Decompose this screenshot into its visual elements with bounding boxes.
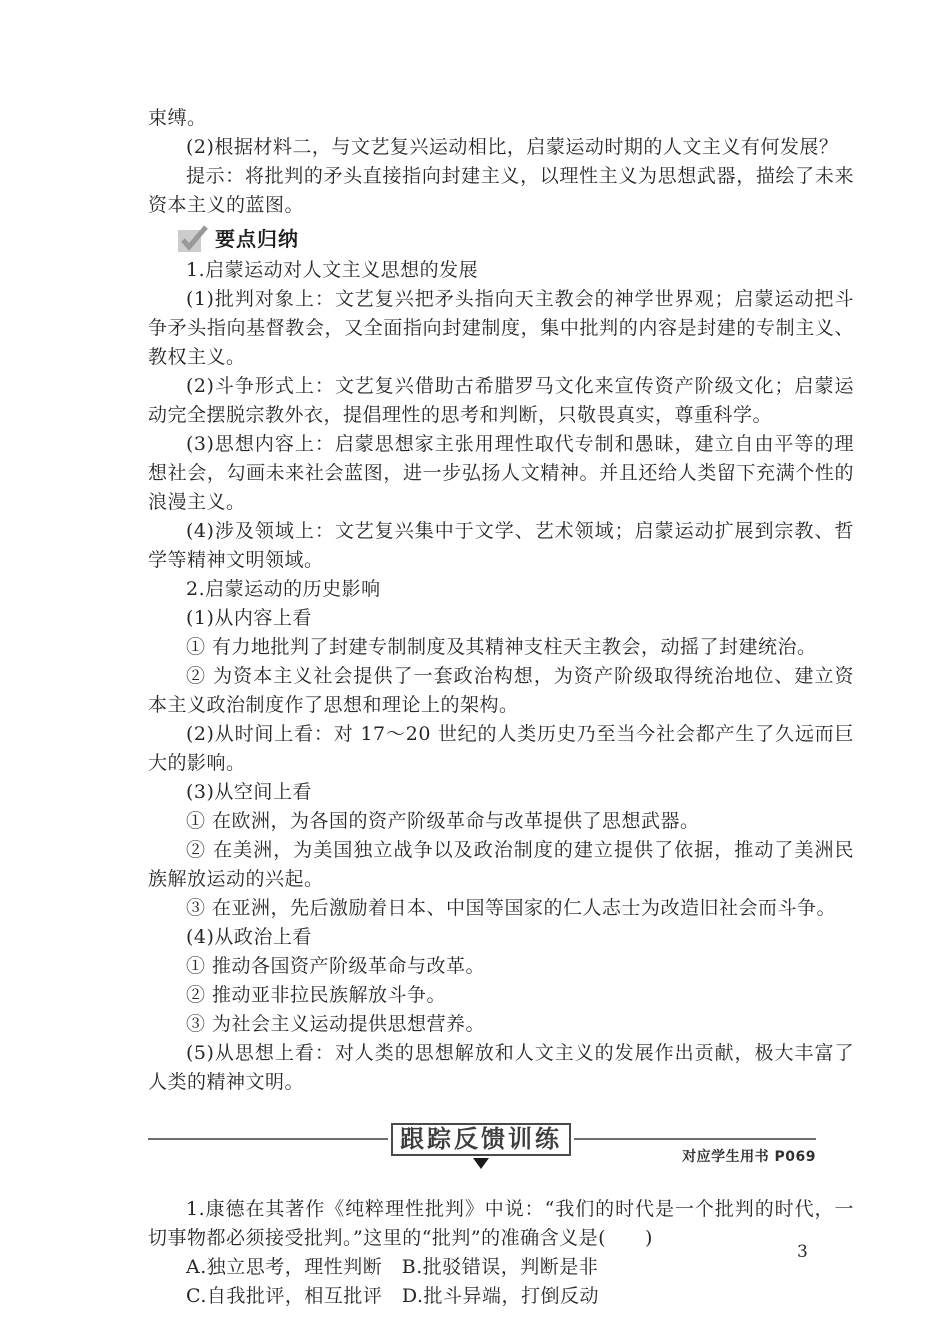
- key-point-paragraph: ① 推动各国资产阶级革命与改革。: [186, 955, 486, 977]
- banner-title-box: [391, 1123, 571, 1156]
- page-content: [148, 104, 854, 1311]
- key-point-paragraph: ③ 为社会主义运动提供思想营养。: [186, 1013, 486, 1035]
- key-point-paragraph: (1)从内容上看: [186, 607, 312, 629]
- key-points-title: 要点归纳: [215, 226, 299, 251]
- key-point-paragraph: (1)批判对象上：文艺复兴把矛头指向天主教会的神学世界观；启蒙运动把斗争矛头指向基督教会，又全面指向封建制度，集中批判的内容是封建的专制主义、教权主义。: [148, 288, 854, 368]
- page-number: 3: [797, 1242, 808, 1262]
- key-point-paragraph: ② 为资本主义社会提供了一套政治构想，为资产阶级取得统治地位、建立资本主义政治制度作了思想和理论上的架构。: [148, 665, 854, 716]
- banner-title: 跟踪反馈训练: [400, 1125, 562, 1153]
- triangle-down-icon: [473, 1158, 489, 1169]
- key-point-paragraph: (5)从思想上看：对人类的思想解放和人文主义的发展作出贡献，极大丰富了人类的精神文明。: [148, 1042, 854, 1093]
- exercise-question: 1.康德在其著作《纯粹理性批判》中说：“我们的时代是一个批判的时代，一切事物都必须接受批判。”这里的“批判”的准确含义是( ): [148, 1198, 854, 1249]
- key-point-paragraph: 2.启蒙运动的历史影响: [186, 578, 381, 600]
- paragraph-continuation: 束缚。: [148, 107, 207, 129]
- exercise-options-ab: A.独立思考，理性判断 B.批驳错误，判断是非: [186, 1256, 599, 1278]
- key-point-paragraph: (4)涉及领域上：文艺复兴集中于文学、艺术领域；启蒙运动扩展到宗教、哲学等精神文明领域。: [148, 520, 854, 571]
- student-book-page-ref: 对应学生用书 P069: [682, 1149, 816, 1165]
- review-question: (2)根据材料二，与文艺复兴运动相比，启蒙运动时期的人文主义有何发展？: [186, 136, 839, 158]
- checkmark-icon: [178, 225, 208, 253]
- key-point-paragraph: (4)从政治上看: [186, 926, 312, 948]
- training-banner: [148, 1123, 854, 1181]
- banner-rule-left: [148, 1138, 388, 1140]
- key-point-paragraph: (3)从空间上看: [186, 781, 312, 803]
- key-point-paragraph: ① 在欧洲，为各国的资产阶级革命与改革提供了思想武器。: [186, 810, 700, 832]
- key-point-paragraph: (2)从时间上看：对 17～20 世纪的人类历史乃至当今社会都产生了久远而巨大的影响。: [148, 723, 854, 774]
- key-point-paragraph: ② 在美洲，为美国独立战争以及政治制度的建立提供了依据，推动了美洲民族解放运动的兴起。: [148, 839, 854, 890]
- key-point-paragraph: ② 推动亚非拉民族解放斗争。: [186, 984, 447, 1006]
- banner-rule-right: [574, 1138, 816, 1140]
- exercise-section: [148, 1195, 854, 1311]
- key-point-paragraph: (3)思想内容上：启蒙思想家主张用理性取代专制和愚昧，建立自由平等的理想社会，勾画未来社会蓝图，进一步弘扬人文精神。并且还给人类留下充满个性的浪漫主义。: [148, 433, 854, 513]
- key-point-paragraph: ① 有力地批判了封建专制制度及其精神支柱天主教会，动摇了封建统治。: [186, 636, 817, 658]
- exercise-options-cd: C.自我批评，相互批评 D.批斗异端，打倒反动: [186, 1285, 599, 1307]
- review-hint: 提示：将批判的矛头直接指向封建主义，以理性主义为思想武器，描绘了未来资本主义的蓝图。: [148, 165, 854, 216]
- key-point-paragraph: ③ 在亚洲，先后激励着日本、中国等国家的仁人志士为改造旧社会而斗争。: [186, 897, 837, 919]
- key-points-header: [178, 224, 854, 254]
- key-point-paragraph: 1.启蒙运动对人文主义思想的发展: [186, 259, 479, 281]
- key-point-paragraph: (2)斗争形式上：文艺复兴借助古希腊罗马文化来宣传资产阶级文化；启蒙运动完全摆脱宗教外衣，提倡理性的思考和判断，只敬畏真实，尊重科学。: [148, 375, 854, 426]
